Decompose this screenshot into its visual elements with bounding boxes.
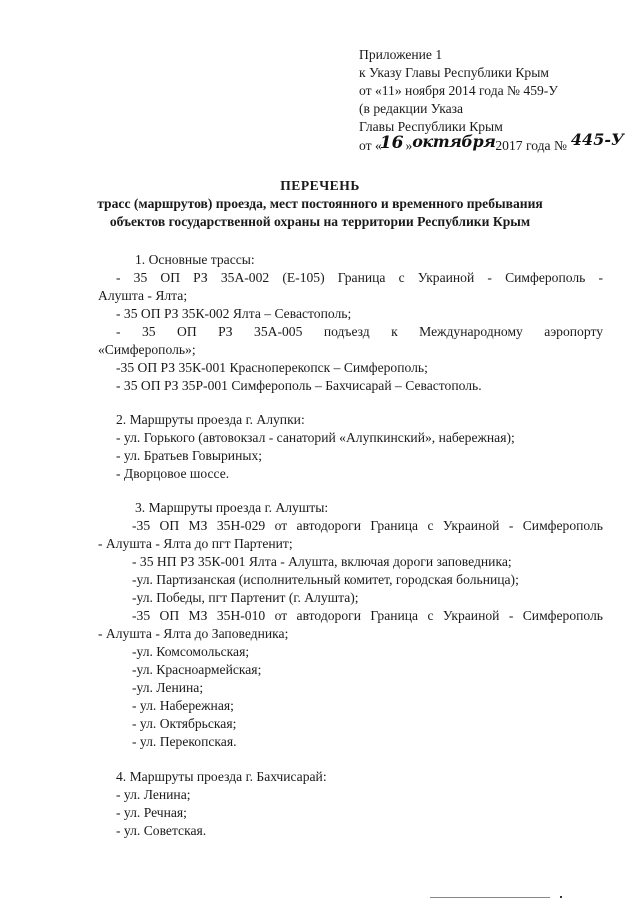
document-subtitle-line-1: трасс (маршрутов) проезда, мест постоянного и временного пребывания (97, 196, 543, 211)
section-3-line-8: -ул. Комсомольская; (132, 644, 250, 659)
section-3-line-1: -35 ОП МЗ 35Н-029 от автодороги Граница с Украиной - Симферополь (132, 518, 603, 533)
section-1-heading: 1. Основные трассы: (135, 252, 255, 267)
appendix-line-2: к Указу Главы Республики Крым (359, 65, 549, 80)
section-1-line-6: -35 ОП РЗ 35К-001 Красноперекопск – Симферополь; (116, 360, 428, 375)
section-2-line-2: - ул. Братьев Говыриных; (116, 448, 263, 463)
section-2-line-1: - ул. Горького (автовокзал - санаторий «Алупкинский», набережная); (116, 430, 515, 445)
section-4-line-1: - ул. Ленина; (116, 787, 191, 802)
date-prefix: от « (359, 138, 382, 153)
scan-artifact-line (430, 897, 550, 898)
appendix-line-6 (359, 130, 624, 154)
section-3-line-5: -ул. Победы, пгт Партенит (г. Алушта); (132, 590, 359, 605)
date-year-text: 2017 года № (495, 138, 567, 153)
appendix-line-4: (в редакции Указа (359, 101, 464, 116)
section-3-line-2: - Алушта - Ялта до пгт Партенит; (98, 536, 293, 551)
section-3-line-9: -ул. Красноармейская; (132, 662, 262, 677)
appendix-line-3: от «11» ноября 2014 года № 459-У (359, 83, 558, 98)
section-1-line-5: «Симферополь»; (98, 342, 196, 357)
section-2-heading: 2. Маршруты проезда г. Алупки: (116, 412, 305, 427)
handwritten-day: 16 (379, 133, 404, 153)
section-3-line-3: - 35 НП РЗ 35К-001 Ялта - Алушта, включая дороги заповедника; (132, 554, 512, 569)
appendix-line-1: Приложение 1 (359, 47, 443, 62)
section-1-line-7: - 35 ОП РЗ 35Р-001 Симферополь – Бахчисарай – Севастополь. (116, 378, 482, 393)
section-1-line-4: - 35 ОП РЗ 35А-005 подъезд к Международному аэропорту (116, 324, 603, 339)
section-3-line-10: -ул. Ленина; (132, 680, 204, 695)
section-3-line-13: - ул. Перекопская. (132, 734, 237, 749)
appendix-line-5: Главы Республики Крым (359, 119, 503, 134)
section-4-line-3: - ул. Советская. (116, 823, 207, 838)
document-title: ПЕРЕЧЕНЬ (280, 178, 360, 193)
section-3-line-7: - Алушта - Ялта до Заповедника; (98, 626, 289, 641)
handwritten-number: 445-У (570, 130, 624, 149)
document-subtitle-line-2: объектов государственной охраны на территории Республики Крым (109, 214, 531, 229)
section-3-line-12: - ул. Октябрьская; (132, 716, 237, 731)
section-4-line-2: - ул. Речная; (116, 805, 187, 820)
section-1-line-3: - 35 ОП РЗ 35К-002 Ялта – Севастополь; (116, 306, 352, 321)
section-1-line-2: Алушта - Ялта; (98, 288, 188, 303)
section-2-line-3: - Дворцовое шоссе. (116, 466, 230, 481)
section-3-line-6: -35 ОП МЗ 35Н-010 от автодороги Граница с Украиной - Симферополь (132, 608, 603, 623)
handwritten-month: октября (412, 132, 496, 151)
date-quote-close: » (405, 138, 413, 153)
section-1-line-1: - 35 ОП РЗ 35А-002 (Е-105) Граница с Украиной - Симферополь - (116, 270, 603, 285)
section-3-line-11: - ул. Набережная; (132, 698, 234, 713)
section-3-line-4: -ул. Партизанская (исполнительный комитет, городская больница); (132, 572, 519, 587)
section-4-heading: 4. Маршруты проезда г. Бахчисарай: (116, 769, 327, 784)
scan-artifact-dot (560, 896, 562, 898)
section-3-heading: 3. Маршруты проезда г. Алушты: (135, 500, 329, 515)
